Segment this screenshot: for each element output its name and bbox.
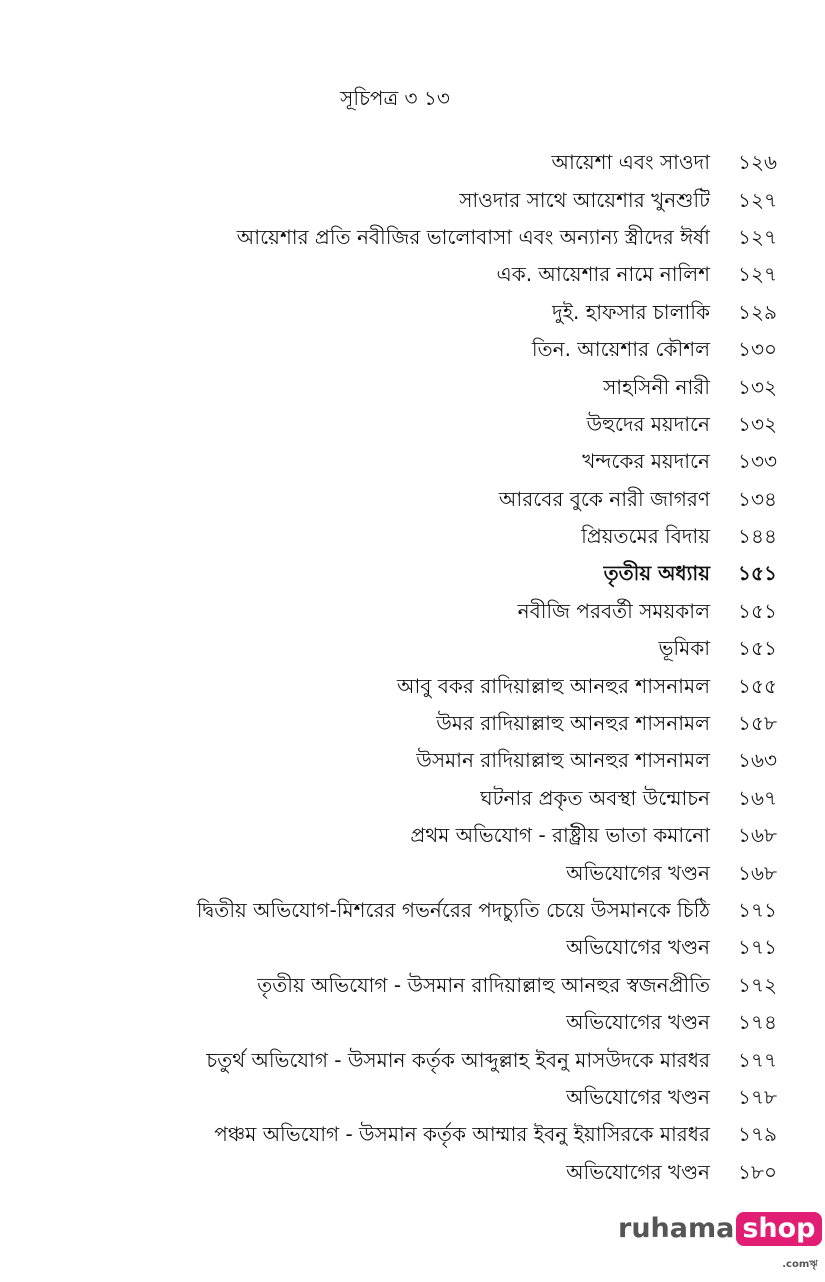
toc-entry-page: ১৩২ [738,374,777,399]
logo-tld: .comৠ [782,1259,818,1270]
toc-entry-page: ১৭৯ [738,1122,777,1147]
toc-entry [0,221,825,258]
toc-entry-title: দ্বিতীয় অভিযোগ-মিশরের গভর্নরের পদচ্যুতি চেয়ে উসমানকে চিঠি [196,898,710,922]
toc-entry-title: এক. আয়েশার নামে নালিশ [496,262,710,287]
toc-entry-title: উসমান রাদিয়াল্লাহু আনহুর শাসনামল [416,748,710,773]
toc-entry-title: তৃতীয় অভিযোগ - উসমান রাদিয়াল্লাহু আনহুর স্বজনপ্রীতি [257,972,710,997]
toc-entry-page: ১২৬ [738,150,777,175]
toc-entry [0,370,825,407]
toc-entry-title: উহুদের ময়দানে [586,411,710,436]
toc-entry-title: অভিযোগের খণ্ডন [566,860,710,885]
toc-entry-title: অভিযোগের খণ্ডন [566,1159,710,1184]
toc-entry-page: ১২৭ [738,187,777,212]
toc-entry-page: ১৫৫ [738,673,777,698]
logo-text-ruhama: ruhama [618,1213,735,1244]
toc-entry [0,296,825,333]
toc-entry-page: ১৭২ [738,972,777,997]
toc-entry-page: ১৫৮ [738,711,777,736]
toc-entry [0,632,825,669]
toc-entry-title: অভিযোগের খণ্ডন [566,935,710,960]
toc-entry-title: সাহসিনী নারী [603,374,710,399]
table-of-contents [0,146,825,1193]
publisher-logo [618,1212,822,1270]
toc-entry-title: সাওদার সাথে আয়েশার খুনশুটি [459,187,710,212]
toc-entry [0,1081,825,1118]
toc-entry-page: ১২৯ [738,299,777,324]
toc-entry [0,707,825,744]
toc-entry [0,595,825,632]
toc-entry-title: আরবের বুকে নারী জাগরণ [498,486,710,511]
toc-entry-title: আয়েশার প্রতি নবীজির ভালোবাসা এবং অন্যান্য স্ত্রীদের ঈর্ষা [236,224,710,249]
toc-entry-page: ১৩২ [738,411,777,436]
toc-entry [0,146,825,183]
toc-entry-title: অভিযোগের খণ্ডন [566,1084,710,1109]
toc-entry [0,969,825,1006]
toc-entry-title: প্রিয়তমের বিদায় [581,524,710,549]
toc-entry-page: ১৭৪ [738,1010,777,1035]
toc-entry-title: ঘটনার প্রকৃত অবস্থা উন্মোচন [480,785,710,810]
toc-entry-page: ১৬৩ [738,748,777,773]
toc-entry-page: ১৬৮ [738,823,777,848]
toc-entry [0,782,825,819]
toc-entry [0,819,825,856]
toc-entry-page: ১৭১ [738,935,777,960]
toc-entry [0,1156,825,1193]
toc-entry-title: দুই. হাফসার চালাকি [552,299,710,324]
toc-entry-title: অভিযোগের খণ্ডন [566,1010,710,1035]
toc-entry-page: ১৫১ [738,636,777,661]
toc-entry-page: ১৪৪ [738,524,777,549]
toc-entry-title: আবু বকর রাদিয়াল্লাহু আনহুর শাসনামল [396,673,710,698]
toc-entry [0,1006,825,1043]
page-header: সূচিপত্র ৩ ১৩ [340,86,450,110]
toc-entry-page: ১২৭ [738,262,777,287]
toc-entry-title: তৃতীয় অধ্যায় [603,561,710,586]
toc-entry-title: পঞ্চম অভিযোগ - উসমান কর্তৃক আম্মার ইবনু ইয়াসিরকে মারধর [214,1122,710,1147]
toc-entry-title: উমর রাদিয়াল্লাহু আনহুর শাসনামল [436,711,710,736]
toc-entry [0,1118,825,1155]
toc-entry [0,856,825,893]
toc-entry [0,1043,825,1080]
toc-entry-page: ১৭৮ [738,1084,777,1109]
toc-entry-title: খন্দকের ময়দানে [582,449,710,474]
logo-shop-label: shop [742,1213,816,1244]
toc-entry-page: ১৫১ [738,561,777,586]
toc-entry [0,483,825,520]
toc-entry-page: ১৩৩ [738,449,777,474]
toc-entry [0,333,825,370]
chapter-heading-row [0,557,825,594]
toc-entry [0,669,825,706]
toc-entry [0,894,825,931]
toc-entry [0,445,825,482]
toc-entry-page: ১৮০ [738,1159,777,1184]
toc-entry [0,744,825,781]
toc-entry [0,258,825,295]
toc-entry-title: চতুর্থ অভিযোগ - উসমান কর্তৃক আব্দুল্লাহ ইবনু মাসউদকে মারধর [206,1047,710,1072]
toc-entry-title: নবীজি পরবর্তী সময়কাল [517,598,710,623]
toc-entry-page: ১৭১ [738,898,777,922]
toc-entry [0,931,825,968]
toc-entry-page: ১৩৪ [738,486,777,511]
toc-entry [0,520,825,557]
toc-entry-title: প্রথম অভিযোগ - রাষ্ট্রীয় ভাতা কমানো [410,823,710,848]
toc-entry [0,408,825,445]
toc-entry-page: ১২৭ [738,224,777,249]
toc-entry-page: ১৫১ [738,598,777,623]
toc-entry-title: তিন. আয়েশার কৌশল [531,337,710,362]
toc-entry-title: ভূমিকা [658,636,710,661]
logo-text-shop [736,1212,821,1270]
toc-entry-page: ১৭৭ [738,1047,777,1072]
toc-entry [0,183,825,220]
toc-entry-page: ১৬৭ [738,785,777,810]
toc-entry-page: ১৩০ [738,337,777,362]
toc-entry-title: আয়েশা এবং সাওদা [551,150,710,175]
toc-entry-page: ১৬৮ [738,860,777,885]
